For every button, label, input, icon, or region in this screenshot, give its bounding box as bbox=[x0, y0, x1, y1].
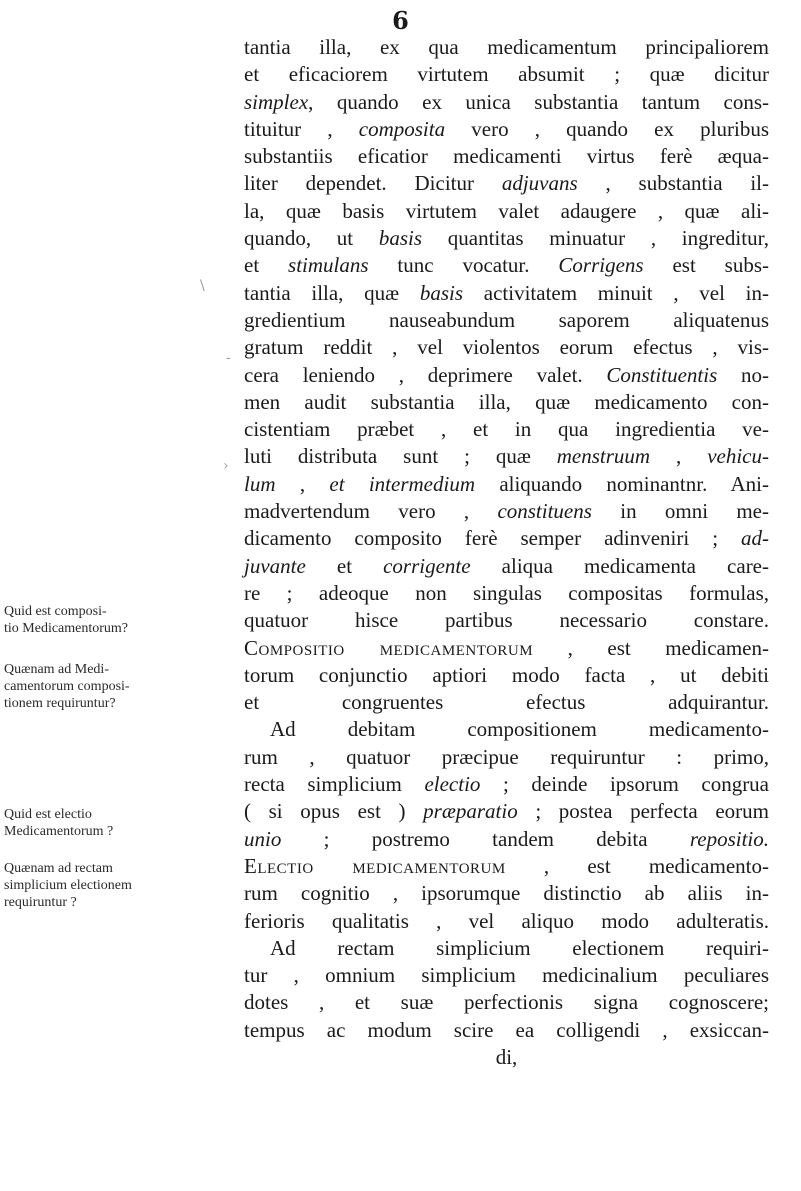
text-segment: tunc vocatur. bbox=[368, 253, 559, 278]
margin-note-electio bbox=[4, 806, 240, 840]
italic-term: et intermedium bbox=[329, 471, 475, 496]
text-line bbox=[244, 962, 769, 989]
italic-term: basis bbox=[378, 226, 423, 251]
text-segment: ; deinde ipsorum congrua bbox=[480, 772, 770, 797]
italic-term: composita bbox=[358, 116, 446, 141]
italic-term: simplex bbox=[244, 89, 309, 114]
text-segment: ferioris qualitatis , vel aliquo modo adulteratis. bbox=[244, 908, 769, 933]
text-segment: liter dependet. Dicitur bbox=[244, 171, 502, 196]
text-segment: Ad rectam simplicium electionem requiri- bbox=[270, 935, 769, 960]
text-line bbox=[244, 416, 769, 443]
margin-note-compositio-requisita bbox=[4, 661, 240, 712]
text-segment: cistentiam præbet , et in qua ingredientia ve- bbox=[244, 417, 769, 442]
text-segment: et eficaciorem virtutem absumit ; quæ dicitur bbox=[244, 62, 769, 87]
text-line bbox=[244, 170, 769, 197]
margin-note-line: Medicamentorum ? bbox=[4, 824, 114, 839]
text-line bbox=[244, 553, 769, 580]
margin-note-line: camentorum composi- bbox=[4, 679, 130, 694]
italic-term: corrigente bbox=[383, 553, 471, 578]
text-segment: gratum reddit , vel violentos eorum efectus , vis- bbox=[244, 335, 769, 360]
italic-term: constituens bbox=[497, 499, 592, 524]
text-line bbox=[244, 580, 769, 607]
small-caps-term: Electio medicamentorum bbox=[244, 853, 506, 878]
text-line bbox=[244, 607, 769, 634]
text-line bbox=[244, 471, 769, 498]
text-line bbox=[244, 443, 769, 470]
text-line bbox=[244, 252, 769, 279]
stray-mark: › bbox=[223, 458, 229, 474]
text-line bbox=[244, 689, 769, 716]
margin-note-electio-requisita bbox=[4, 860, 240, 911]
margin-note-line: Quid est electio bbox=[4, 807, 92, 822]
italic-term: menstruum bbox=[556, 444, 651, 469]
italic-term: Constituentis bbox=[606, 362, 718, 387]
text-line bbox=[244, 853, 769, 880]
text-segment: no- bbox=[717, 362, 769, 387]
text-line bbox=[244, 1017, 769, 1044]
text-line bbox=[244, 34, 769, 61]
stray-mark: - bbox=[226, 350, 231, 366]
text-segment: tantia illa, quæ bbox=[244, 280, 420, 305]
italic-term: repositio. bbox=[689, 826, 769, 851]
text-segment: quantitas minuatur , ingreditur, bbox=[422, 226, 770, 251]
text-line bbox=[244, 334, 769, 361]
italic-term: unio bbox=[244, 826, 282, 851]
italic-term: adjuvans bbox=[501, 171, 578, 196]
text-line bbox=[244, 908, 769, 935]
text-line bbox=[244, 989, 769, 1016]
text-segment: men audit substantia illa, quæ medicamento con- bbox=[244, 389, 769, 414]
text-segment: in omni me- bbox=[591, 499, 769, 524]
text-segment: ; postremo tandem debita bbox=[281, 826, 690, 851]
text-segment: , est medicamen- bbox=[533, 635, 769, 660]
italic-term: juvante bbox=[244, 553, 306, 578]
text-segment: et congruentes efectus adquirantur. bbox=[244, 690, 769, 715]
text-line bbox=[244, 635, 769, 662]
margin-note-line: tio Medicamentorum? bbox=[4, 621, 129, 636]
margin-note-line: tionem requiruntur? bbox=[4, 696, 116, 711]
margin-note-compositio bbox=[4, 603, 240, 637]
text-line bbox=[244, 525, 769, 552]
text-line bbox=[244, 880, 769, 907]
text-line bbox=[244, 61, 769, 88]
text-line bbox=[244, 935, 769, 962]
text-segment: recta simplicium bbox=[244, 772, 425, 797]
text-line bbox=[244, 362, 769, 389]
text-segment: , quando ex unica substantia tantum cons- bbox=[308, 89, 769, 114]
text-segment: dotes , et suæ perfectionis signa cognoscere; bbox=[244, 990, 769, 1015]
text-line bbox=[244, 280, 769, 307]
text-segment: , substantia il- bbox=[577, 171, 769, 196]
stray-mark: \ bbox=[200, 278, 205, 294]
text-segment: , bbox=[650, 444, 708, 469]
text-line bbox=[244, 307, 769, 334]
text-segment: aliquando nominantnr. Ani- bbox=[475, 471, 769, 496]
text-segment: ( si opus est ) bbox=[244, 799, 424, 824]
text-segment: gredientium nauseabundum saporem aliquatenus bbox=[244, 307, 769, 332]
page-number: 6 bbox=[392, 6, 409, 35]
small-caps-term: Compositio medicamentorum bbox=[244, 635, 534, 660]
text-line bbox=[244, 225, 769, 252]
text-segment: ; postea perfecta eorum bbox=[517, 799, 769, 824]
italic-term: Corrigens bbox=[558, 253, 644, 278]
text-segment: quando, ut bbox=[244, 226, 379, 251]
text-line bbox=[244, 389, 769, 416]
text-line bbox=[244, 744, 769, 771]
text-segment: madvertendum vero , bbox=[244, 499, 498, 524]
italic-term: lum bbox=[244, 471, 276, 496]
text-segment: rum cognitio , ipsorumque distinctio ab aliis in- bbox=[244, 881, 769, 906]
text-segment: la, quæ basis virtutem valet adaugere , quæ ali- bbox=[244, 198, 769, 223]
text-segment: Ad debitam compositionem medicamento- bbox=[270, 717, 769, 742]
text-line bbox=[244, 798, 769, 825]
text-line bbox=[244, 498, 769, 525]
text-segment: tur , omnium simplicium medicinalium peculiares bbox=[244, 963, 769, 988]
italic-term: præparatio bbox=[423, 799, 518, 824]
text-segment: et bbox=[305, 553, 384, 578]
text-line bbox=[244, 143, 769, 170]
text-segment: est subs- bbox=[643, 253, 769, 278]
text-segment: aliqua medicamenta care- bbox=[470, 553, 770, 578]
margin-note-line: Quænam ad rectam bbox=[4, 861, 113, 876]
text-line bbox=[244, 716, 769, 743]
margin-note-line: Quænam ad Medi- bbox=[4, 662, 109, 677]
text-segment: et bbox=[244, 253, 289, 278]
italic-term: ad- bbox=[741, 526, 769, 551]
italic-term: electio bbox=[424, 772, 481, 797]
text-segment: luti distributa sunt ; quæ bbox=[244, 444, 557, 469]
text-segment: quatuor hisce partibus necessario constare. bbox=[244, 608, 769, 633]
text-segment: dicamento composito ferè semper adinveniri ; bbox=[244, 526, 741, 551]
text-segment: cera leniendo , deprimere valet. bbox=[244, 362, 607, 387]
text-segment: tempus ac modum scire ea colligendi , exsiccan- bbox=[244, 1017, 769, 1042]
text-line bbox=[244, 1044, 769, 1071]
italic-term: stimulans bbox=[288, 253, 369, 278]
text-line bbox=[244, 116, 769, 143]
text-segment: tantia illa, ex qua medicamentum principaliorem bbox=[244, 35, 769, 59]
italic-term: vehicu- bbox=[707, 444, 769, 469]
text-line bbox=[244, 662, 769, 689]
text-segment: , est medicamento- bbox=[505, 853, 769, 878]
text-segment: rum , quatuor præcipue requiruntur : primo, bbox=[244, 744, 769, 769]
text-segment: tituitur , bbox=[244, 116, 359, 141]
text-line bbox=[244, 89, 769, 116]
text-segment: activitatem minuit , vel in- bbox=[463, 280, 769, 305]
text-segment: di, bbox=[495, 1044, 518, 1069]
text-segment: vero , quando ex pluribus bbox=[445, 116, 769, 141]
text-line bbox=[244, 771, 769, 798]
margin-note-line: Quid est composi- bbox=[4, 604, 107, 619]
text-segment: substantiis eficatior medicamenti virtus ferè æqua- bbox=[244, 144, 769, 169]
text-line bbox=[244, 826, 769, 853]
text-line bbox=[244, 198, 769, 225]
text-segment: re ; adeoque non singulas compositas formulas, bbox=[244, 580, 769, 605]
margin-note-line: simplicium electionem bbox=[4, 878, 132, 893]
main-text bbox=[244, 34, 769, 1071]
text-segment: , bbox=[275, 471, 330, 496]
italic-term: basis bbox=[419, 280, 464, 305]
margin-note-line: requiruntur ? bbox=[4, 895, 77, 910]
text-segment: torum conjunctio aptiori modo facta , ut debiti bbox=[244, 662, 769, 687]
